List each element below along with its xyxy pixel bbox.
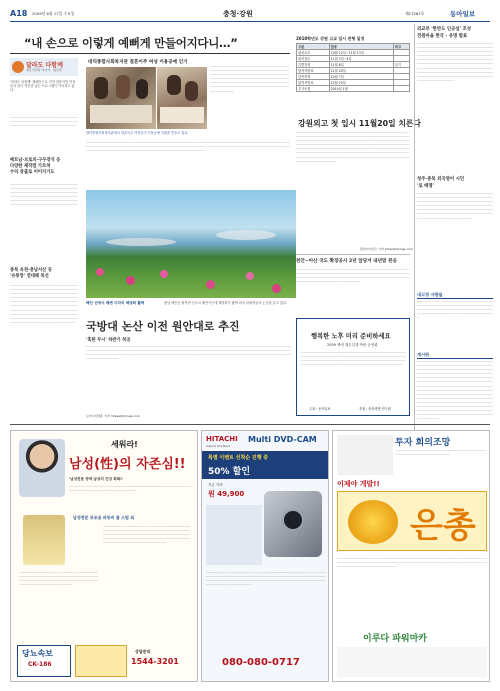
right-head-2: 청주·충북 외국영어 시민 [417,177,465,182]
ad1-brand: 당뇨속보 [22,649,53,658]
ad1-body: ···························································································································································································· [69,485,193,494]
notice-title: 내고장 사람들 [417,292,493,299]
schedule-title: 2010학년도 강원 고교 입시 전형 일정 [296,36,365,41]
schedule-cell: 실기 [393,62,409,68]
paper-name: 동아일보 [450,10,476,18]
ad3-slogan: 이제야 개발!! [337,480,380,488]
gangwon-byline: 춘천=이인모 기자 imlee@donga.com [360,247,413,251]
ad2-feature-list [206,505,262,565]
ad1-phone: 1544-3201 [131,657,179,666]
schedule-cell: 12월 23일 [329,80,393,86]
ad3-big: 은총 [410,506,476,546]
ad2-price: 원 49,900 [208,490,245,498]
schedule-cell: 추가모집 [297,86,330,92]
events-title: 게시판 [417,352,493,359]
ad1-phone-label: 상담문의 [135,649,151,654]
left-body-3: ··························································································································································································································································································································································································································································································································································································································································································· [10,284,78,325]
notice-body: ·············································································································································································································································································································· [417,300,493,321]
ad1-sub: 남성전문 보조용 파동비 클 스팀 외 [73,515,135,520]
ad1-small: 세워라! [111,440,138,449]
ad2-promo: 특별 이벤트 선착순 진행 중 [208,455,269,461]
happy-sub: 2009 생애 재무설계 박람 공연회 [327,343,378,347]
feature-body: ······································································································································································································································································································································································································································································································································· [86,141,290,154]
ad2-camera-image [264,491,322,557]
schedule-cell: 합격자발표 [297,80,330,86]
ad1-headline: 남성(性)의 자존심!! [69,457,186,472]
schedule-cell: 원서접수 [297,56,330,62]
side-news-headline: 천안~아산 국도 확장공사 2년 앞당겨 내년말 완공 [296,259,397,264]
right-head-2b: '로 배명' [417,184,434,189]
ad1-desc: '남성전문 영역 남성의 건강 회복!' [69,477,123,481]
ad2-tag: Inspire the Next [206,444,230,448]
section-title: 충청·강원 [223,10,253,18]
ad2-promo-banner [202,451,329,479]
left-body-2: ·················································································································································································································································································································································································································· [10,183,78,208]
schedule-cell: 10월 12일~11월 13일 [329,50,393,56]
ad1-product-image [23,515,65,565]
top-headline: “내 손으로 이렇게 예뻐게 만들어지다니…” [24,36,238,50]
scenic-caption-detail: 충남 태안군 원북면 신두리 해안사구에 해당화가 활짝 피어 관광객들의 눈길을 끌고 있다. [164,301,288,305]
campaign-logo-icon [12,61,24,73]
schedule-cell: 11월 6일 [329,62,393,68]
schedule-table [296,43,410,92]
ad3-title: 투자 회의조망 [395,438,451,448]
scenic-photo [86,190,296,298]
ad3-info [337,435,393,475]
happy-box [296,318,410,416]
main-headline: 국방대 논산 이전 원안대로 추진 [86,320,240,333]
left-body-1: ······································································································································································································· [10,116,78,129]
ad-investment [332,430,490,682]
ad3-brand: 이루다 파워마카 [363,634,427,644]
page-number: A18 [10,9,28,18]
right-head-1: 외교부 '한반도 인공섬' 조성 [417,27,471,32]
feature-body-right: ············································································································································································································································································································································································································································································································ [210,65,290,94]
happy-sponsor-1: 주최 : 동아일보 [309,407,331,411]
feature-photo-2 [157,67,207,129]
ad3-icon [348,500,398,544]
ad2-brand: HITACHI [206,435,238,443]
ad1-code: CK-186 [28,661,52,668]
schedule-cell: 특별전형 [297,62,330,68]
scenic-caption: 해안 선에서 해변 사각의 해당화 활짝 [86,301,145,305]
ad3-body: ················································································································································ [395,449,487,458]
ad3-big-banner [337,491,487,551]
ad2-price-label: 기존 가격 [208,483,223,487]
happy-body: ····························································································································································································································································································································································································································· [301,351,407,368]
schedule-cell: 11월 2일~4일 [329,56,393,62]
campaign-badge-sub: 결혼이민자 이야기 · 청주편 [26,68,62,72]
main-byline: 논산=지명훈 기자 mhjee@donga.com [86,414,140,418]
ad1-mid-box [75,645,127,677]
gangwon-headline: 강원외고 첫 입시 11월20일 치른다 [298,119,421,128]
edition-number: 제17267호 [405,11,425,16]
main-body: ······························································································································································································································································································································································································································································································································································································································································ [86,345,291,362]
ad2-product: Multi DVD-CAM [248,435,317,444]
schedule-cell [393,86,409,92]
left-subhead-2: 충북 옥천·충남서산 등 '유통망' 연대해 복선 [10,268,52,279]
campaign-badge-title: 달라도 다함께 [26,62,63,69]
feature-photo-1 [86,67,156,129]
happy-headline: 행복한 노후 미리 준비하세요 [311,333,391,340]
ad1-body-2: ······························································································································································································································································································ [19,571,99,588]
happy-sponsor-2: 후원 : 삼성생명 연구원 [359,407,391,411]
feature-title: 대덕종합사회복지관 결혼이주 여성 이용공예 인기 [88,60,188,65]
ad2-sale: 50% 할인 [208,467,251,477]
left-subhead-1: 베트남·브로치·구두장식 등 다양한 제작법 가르쳐 수익 창출로 이어지기도 [10,158,61,175]
ad-hitachi [201,430,329,682]
ad1-body-3: ······················································································································································································································································································································································································································ [103,525,191,546]
ad3-body-2: ·································································································································································································································································································································································· [337,557,487,570]
schedule-cell: 일정 [329,44,393,50]
right-body-2: ························································································································································································································································································································································································································································································································· [417,192,493,221]
ad2-phone: 080-080-0717 [222,657,300,668]
ad2-body: ··············································································································································································································································································································································································································· [206,571,326,588]
schedule-cell: 11월 20일 [329,68,393,74]
ad3-footer [337,647,487,677]
schedule-cell: 합격자발표 [297,68,330,74]
schedule-cell: 원서교부 [297,50,330,56]
right-head-1b: 전원마을 한국 · 유명 발표 [417,34,468,39]
schedule-cell: 비고 [393,44,409,50]
gangwon-body: ························································································································································································································································································································································································································································································································································································································································································································································································································································ [296,131,410,164]
issue-date: 2009년 6월 17일 수요일 [32,11,75,16]
main-sub: '혹한 무시' 하반기 착공 [86,338,131,343]
campaign-badge [10,58,78,76]
masthead [10,8,490,22]
ad-male-health [10,430,198,682]
schedule-cell: 12월 7일 [329,74,393,80]
left-intro: '달라도 다함께' 캠페인으로 지역 결혼이민 여성들의 한국 적응을 돕는 프로그램이 이어지고 있다. [10,80,76,93]
ad1-brand-box [17,645,71,677]
feature-caption: 대덕종합사회복지관에서 결혼이주 여성들이 이용공예 작품을 만들고 있다. [86,131,189,135]
side-news-body: ················································································································································································································································································································································································································ [296,268,410,285]
ad1-person [19,439,65,497]
schedule-cell: 일반전형 [297,74,330,80]
schedule-cell: 구분 [297,44,330,50]
events-body: ················································································································································································································································································································································································································································································································································································································································································································································································································································································································································································································································································································ [417,360,493,422]
schedule-cell: 2010년 1월 [329,86,393,92]
right-body-1: ········································································································································································································································································································································································································································································································································································································································································································································ [417,42,493,83]
